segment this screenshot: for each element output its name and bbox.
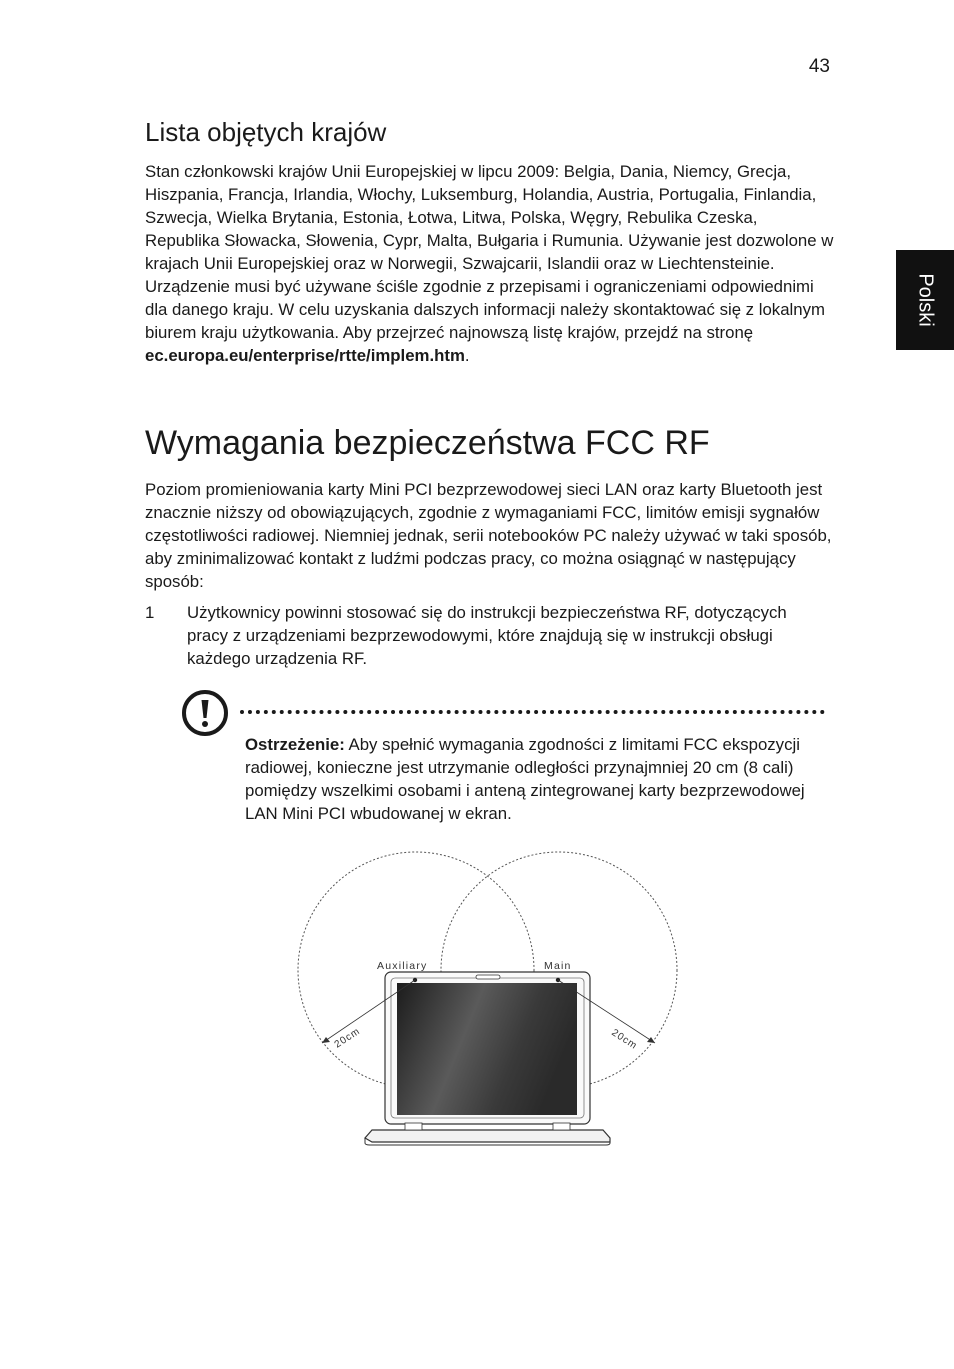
warning-block <box>245 733 805 825</box>
countries-text: Stan członkowski krajów Unii Europejskiej w lipcu 2009: Belgia, Dania, Niemcy, Grecja, Hiszpania, Francja, Irlandia, Włochy, Luksemburg, Holandia, Austria, Portugalia, Finlandia, Szwecja, Wielka Brytania, Estonia, Łotwa, Litwa, Polska, Węgry, Rebulika Czeska, Republika Słowacka, Słowenia, Cypr, Malta, Bułgaria i Rumunia. Używanie jest dozwolone w krajach Unii Europejskiej oraz w Norwegii, Szwajcarii, Islandii oraz w Liechtensteinie. Urządzenie musi być używane ściśle zgodnie z przepisami i ograniczeniami odpowiednimi dla danego kraju. W celu uzyskania dalszych informacji należy skontaktować się z lokalnym biurem kraju użytkowania. Aby przejrzeć najnowszą listę krajów, przejdź na stronę <box>145 162 834 342</box>
warning-label: Ostrzeżenie: <box>245 735 345 754</box>
warning-icon <box>181 689 229 737</box>
link-suffix: . <box>464 346 470 365</box>
list-item-number: 1 <box>145 603 155 622</box>
antenna-diagram <box>290 850 690 1160</box>
section-heading-countries: Lista objętych krajów <box>145 117 387 147</box>
section-heading-fcc: Wymagania bezpieczeństwa FCC RF <box>145 424 710 462</box>
laptop-illustration <box>365 972 610 1145</box>
eu-link[interactable]: ec.europa.eu/enterprise/rtte/implem.htm <box>145 346 465 365</box>
list-item-text: Użytkownicy powinni stosować się do instrukcji bezpieczeństwa RF, dotyczących pracy z urządzeniami bezprzewodowymi, które znajdują się w instrukcji obsługi każdego urządzenia RF. <box>187 603 787 668</box>
warning-text: Aby spełnić wymagania zgodności z limitami FCC ekspozycji radiowej, konieczne jest utrzymanie odległości przynajmniej 20 cm (8 cali) pomiędzy wszelkimi osobami i anteną zintegrowanej karty bezprzewodowej LAN Mini PCI wbudowanej w ekran. <box>245 735 805 823</box>
warning-divider <box>240 710 825 714</box>
main-label: Main <box>544 960 572 972</box>
countries-paragraph <box>145 160 835 367</box>
page-number: 43 <box>808 56 830 77</box>
distance-label-left: 20cm <box>332 1025 363 1051</box>
auxiliary-label: Auxiliary <box>377 960 428 972</box>
fcc-paragraph: Poziom promieniowania karty Mini PCI bezprzewodowej sieci LAN oraz karty Bluetooth jest znacznie niższy od obowiązujących, zgodnie z wymaganiami FCC, limitów emisji sygnałów częstotliwości radiowej. Niemniej jednak, serii notebooków PC należy używać w taki sposób, aby zminimalizować kontakt z ludźmi podczas pracy, co można osiągnąć w następujący sposób: <box>145 480 832 591</box>
language-tab-label: Polski <box>914 273 937 327</box>
distance-label-right: 20cm <box>609 1027 640 1053</box>
language-tab <box>896 250 954 350</box>
